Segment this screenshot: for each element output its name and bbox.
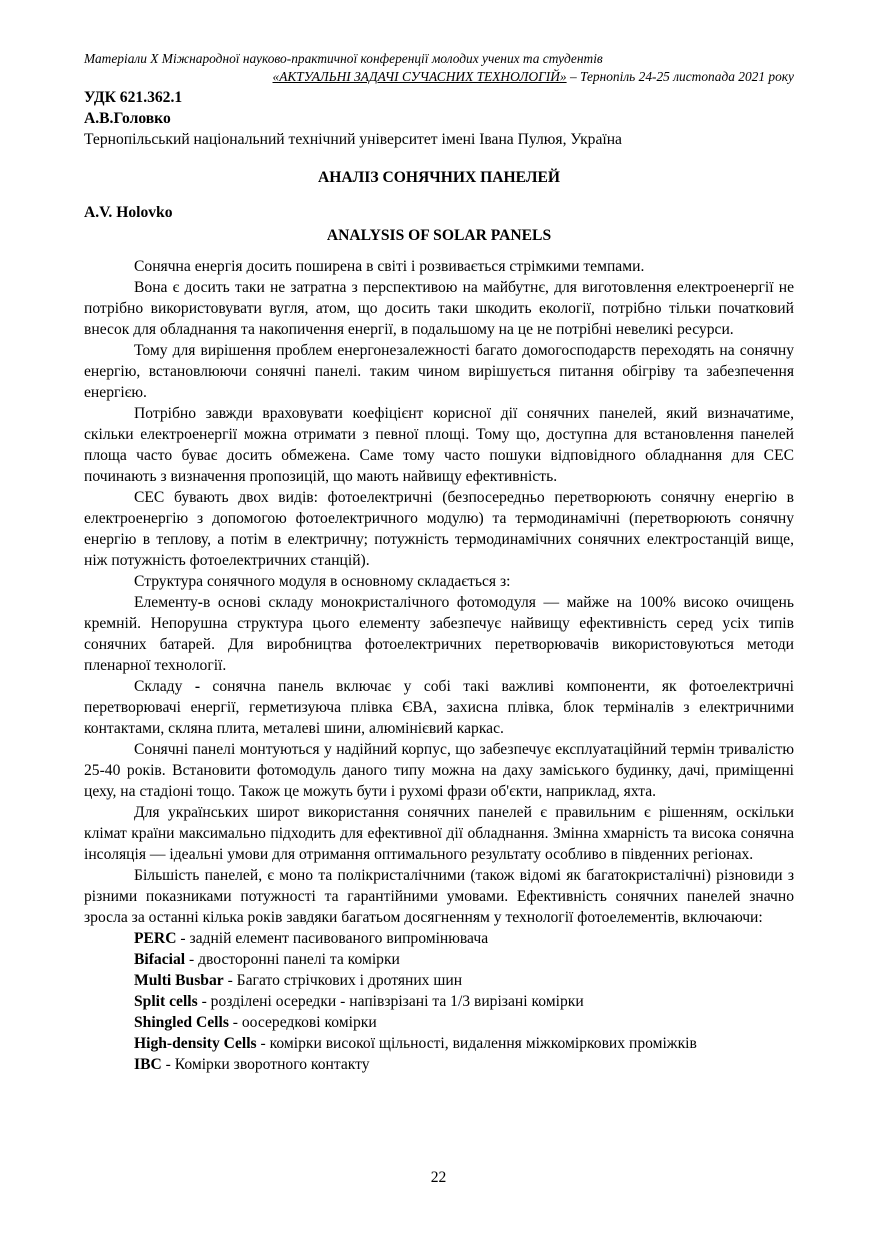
paragraph: Сонячна енергія досить поширена в світі і розвивається стрімкими темпами. [134, 258, 645, 275]
tech-desc: - Багато стрічкових і дротяних шин [223, 972, 463, 989]
tech-term: Multi Busbar [134, 972, 224, 989]
conference-place-date: – Тернопіль 24-25 листопада 2021 року [566, 69, 794, 84]
tech-desc: - Комірки зворотного контакту [161, 1056, 370, 1073]
tech-term: High-density Cells [134, 1035, 257, 1052]
element-lead: Елементу [134, 594, 198, 611]
paragraph: Для українських широт використання сонячних панелей є правильним є рішенням, оскільки клімат країни максимально підходить для ефективної дії обладнання. Змінна хмарність та висока сонячна інсоляція — ідеальні умови для отримання оптимального результату особливо в південних регіонах. [84, 804, 794, 863]
author-en: A.V. Holovko [84, 204, 173, 221]
element-paragraph [84, 592, 794, 676]
list-item [84, 1012, 794, 1033]
tech-term: IBC [134, 1056, 162, 1073]
technology-list [84, 928, 794, 1075]
list-item [84, 928, 794, 949]
list-item [84, 991, 794, 1012]
list-item [84, 1054, 794, 1075]
paragraph: Тому для вирішення проблем енергонезалежності багато домогосподарств переходять на сонячну енергію, встановлюючи сонячні панелі. таким чином вирішується питання обігріву та забезпечення енергією. [84, 342, 794, 401]
list-item [84, 1033, 794, 1054]
paragraph: Більшість панелей, є моно та полікристалічними (також відомі як багатокристалічні) різновиди з різними показниками потужності та гарантійними умовами. Ефективність сонячних панелей значно зросла за останні кілька років завдяки багатьом досягненням у технології фотоелементів, включаючи: [84, 867, 794, 926]
list-item [84, 970, 794, 991]
paper-page [84, 50, 794, 1075]
sklad-paragraph [84, 676, 794, 739]
list-item [84, 949, 794, 970]
paragraph: Потрібно завжди враховувати коефіцієнт корисної дії сонячних панелей, який визначатиме, скільки електроенергії можна отримати з певної площі. Тому що, доступна для встановлення панелей площа часто буває досить обмежена. Саме тому часто пошуки відповідного обладнання для СЕС починають з визначення пропозицій, що мають найвищу ефективність. [84, 405, 794, 485]
sklad-lead: Складу [134, 678, 195, 695]
conference-header-line1: Матеріали X Міжнародної науково-практичної конференції молодих учених та студентів [84, 51, 603, 66]
tech-term: Shingled Cells [134, 1014, 229, 1031]
sklad-dash: - [194, 678, 201, 695]
title-ua: АНАЛІЗ СОНЯЧНИХ ПАНЕЛЕЙ [318, 169, 560, 186]
element-text: в основі складу монокристалічного фотомодуля — майже на 100% високо очищень кремній. Непорушна структура цього елементу забезпечує найвищу ефективність серед усіх типів сонячних батарей. Для виробництва фотоелектричних перетворювачів використовуються методи пленарної технології. [84, 594, 794, 674]
paragraph: СЕС бувають двох видів: фотоелектричні (безпосередньо перетворюють сонячну енергію в електроенергію з допомогою фотоелектричного модулю) та термодинамічні (перетворюють сонячну енергію в теплову, а потім в електричну; потужність термодинамічних сонячних електростанцій вище, ніж потужність фотоелектричних станцій). [84, 489, 794, 569]
tech-desc: - комірки високої щільності, видалення міжкоміркових проміжків [256, 1035, 697, 1052]
conference-header-line2 [84, 68, 794, 86]
tech-term: Bifacial [134, 951, 186, 968]
tech-desc: - задній елемент пасивованого випромінювача [176, 930, 489, 947]
tech-desc: - розділені осередки - напівзрізані та 1/3 вирізані комірки [197, 993, 584, 1010]
element-dash: - [197, 594, 203, 611]
page-number: 22 [430, 1169, 447, 1186]
paragraph: Сонячні панелі монтуються у надійний корпус, що забезпечує експлуатаційний термін тривалістю 25-40 років. Встановити фотомодуль даного типу можна на даху заміського будинку, дачі, приміщенні цеху, на стадіоні тощо. Також це можуть бути і рухомі фрази об'єкти, наприклад, яхта. [84, 741, 794, 800]
tech-desc: - двосторонні панелі та комірки [185, 951, 400, 968]
paragraph: Структура сонячного модуля в основному складається з: [134, 573, 511, 590]
tech-desc: - оосередкові комірки [228, 1014, 377, 1031]
affiliation: Тернопільський національний технічний університет імені Івана Пулюя, Україна [84, 131, 622, 148]
tech-term: PERC [134, 930, 177, 947]
conference-name: «АКТУАЛЬНІ ЗАДАЧІ СУЧАСНИХ ТЕХНОЛОГІЙ» [272, 69, 567, 84]
tech-term: Split cells [134, 993, 198, 1010]
paragraph: Вона є досить таки не затратна з перспективою на майбутнє, для виготовлення електроенергії не потрібно використовувати вугля, атом, що досить таки шкодить екології, потрібно тільки початковий внесок для обладнання та накопичення енергії, в подальшому на це не потрібні невеликі ресурси. [84, 279, 794, 338]
title-en: ANALYSIS OF SOLAR PANELS [326, 227, 552, 244]
sklad-text: сонячна панель включає у собі такі важливі компоненти, як фотоелектричні перетворювачі енергії, герметизуюча плівка ЄВА, захисна плівка, блок терміналів з електричними контактами, скляна плита, металеві шини, алюмінієвий каркас. [84, 678, 794, 737]
author-ua: А.В.Головко [84, 110, 171, 127]
udk-code: УДК 621.362.1 [84, 89, 183, 106]
